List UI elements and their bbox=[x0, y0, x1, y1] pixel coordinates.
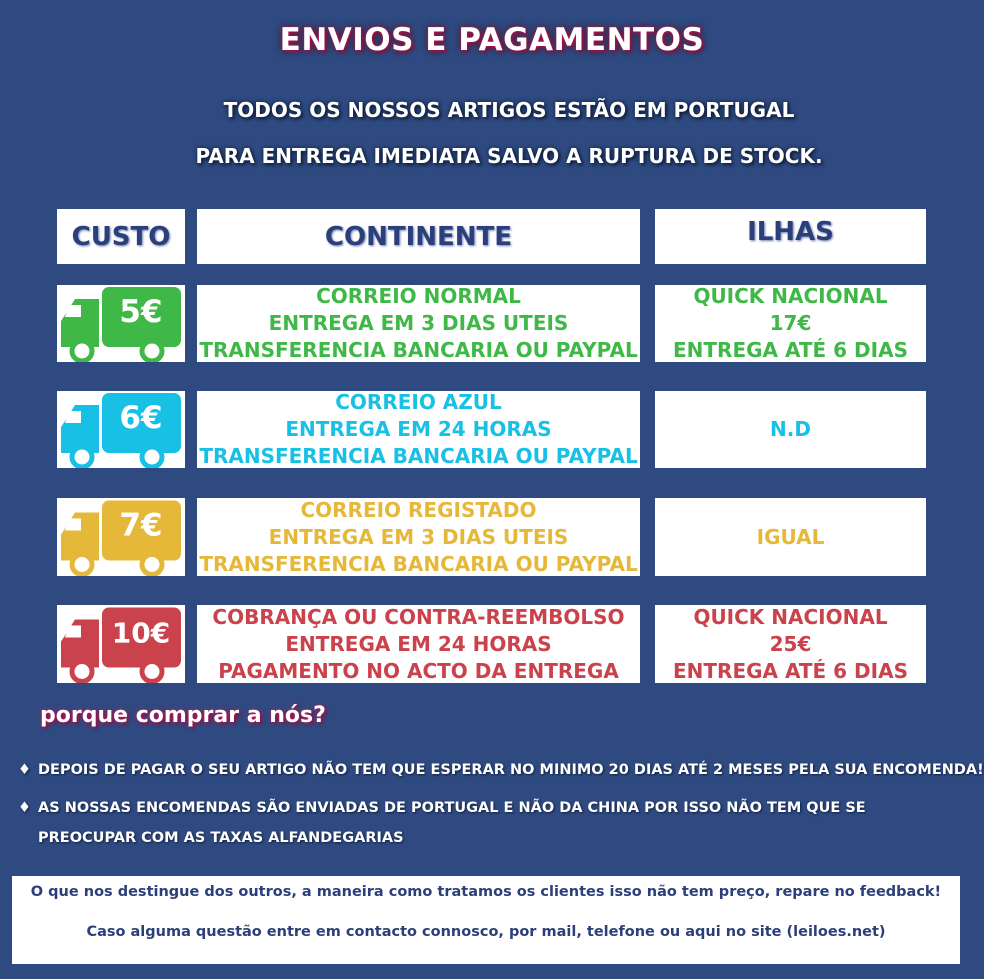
ilhas-line: QUICK NACIONAL bbox=[693, 604, 888, 629]
ilhas-line: QUICK NACIONAL bbox=[693, 284, 888, 308]
truck-icon-red bbox=[57, 605, 185, 683]
footer-line-1: O que nos destingue dos outros, a maneira como tratamos os clientes isso não tem preço, repare no feedback! bbox=[30, 884, 942, 900]
header-continente-label: CONTINENTE bbox=[324, 221, 513, 252]
continente-line: COBRANÇA OU CONTRA-REEMBOLSO bbox=[212, 604, 625, 629]
bullet-text-continued: PREOCUPAR COM AS TAXAS ALFANDEGARIAS bbox=[38, 830, 404, 846]
price-label: 7€ bbox=[119, 507, 163, 544]
truck-icon-green bbox=[57, 285, 185, 362]
truck-icon-yellow bbox=[57, 498, 185, 576]
diamond-icon: ♦ bbox=[18, 800, 31, 816]
continente-line: ENTREGA EM 24 HORAS bbox=[285, 417, 552, 441]
ilhas-line: 17€ bbox=[769, 311, 812, 335]
header-ilhas-label: ILHAS bbox=[747, 217, 834, 247]
ilhas-cell-3 bbox=[655, 498, 926, 576]
continente-line: PAGAMENTO NO ACTO DA ENTREGA bbox=[218, 658, 619, 683]
page-title: ENVIOS E PAGAMENTOS bbox=[279, 22, 705, 58]
footer-box bbox=[12, 876, 960, 964]
ilhas-line: N.D bbox=[770, 417, 811, 441]
continente-line: TRANSFERENCIA BANCARIA OU PAYPAL bbox=[199, 338, 638, 362]
continente-line: ENTREGA EM 24 HORAS bbox=[285, 631, 552, 656]
continente-line: ENTREGA EM 3 DIAS UTEIS bbox=[268, 524, 569, 549]
ilhas-cell-4 bbox=[655, 605, 926, 683]
header-ilhas bbox=[655, 209, 926, 264]
bullet-text: DEPOIS DE PAGAR O SEU ARTIGO NÃO TEM QUE ESPERAR NO MINIMO 20 DIAS ATÉ 2 MESES PELA SUA ENCOMENDA! bbox=[38, 762, 984, 778]
price-label: 10€ bbox=[111, 616, 171, 650]
why-heading: porque comprar a nós? bbox=[40, 703, 326, 728]
subtitle-line-1: TODOS OS NOSSOS ARTIGOS ESTÃO EM PORTUGAL bbox=[223, 98, 795, 122]
diamond-icon: ♦ bbox=[18, 762, 31, 778]
subtitle-line-2: PARA ENTREGA IMEDIATA SALVO A RUPTURA DE STOCK. bbox=[195, 144, 823, 168]
continente-line: CORREIO REGISTADO bbox=[300, 497, 537, 522]
ilhas-line: 25€ bbox=[769, 631, 812, 656]
continente-cell-1 bbox=[197, 285, 640, 362]
why-bullet-1 bbox=[18, 755, 984, 785]
why-bullet-2 bbox=[18, 793, 866, 853]
continente-cell-2 bbox=[197, 391, 640, 468]
continente-line: CORREIO NORMAL bbox=[316, 284, 521, 308]
price-label: 5€ bbox=[119, 294, 163, 330]
price-label: 6€ bbox=[119, 400, 163, 436]
ilhas-line: ENTREGA ATÉ 6 DIAS bbox=[673, 658, 908, 683]
bullet-text: AS NOSSAS ENCOMENDAS SÃO ENVIADAS DE PORTUGAL E NÃO DA CHINA POR ISSO NÃO TEM QUE SE bbox=[38, 800, 866, 816]
continente-line: CORREIO AZUL bbox=[335, 390, 502, 414]
continente-line: ENTREGA EM 3 DIAS UTEIS bbox=[268, 311, 569, 335]
truck-icon-blue bbox=[57, 391, 185, 468]
continente-cell-4 bbox=[197, 605, 640, 683]
ilhas-line: IGUAL bbox=[756, 524, 825, 549]
header-custo bbox=[57, 209, 185, 264]
ilhas-cell-2 bbox=[655, 391, 926, 468]
footer-line-2: Caso alguma questão entre em contacto connosco, por mail, telefone ou aqui no site (leiloes.net) bbox=[86, 924, 886, 940]
continente-line: TRANSFERENCIA BANCARIA OU PAYPAL bbox=[199, 444, 638, 468]
continente-line: TRANSFERENCIA BANCARIA OU PAYPAL bbox=[199, 551, 638, 576]
continente-cell-3 bbox=[197, 498, 640, 576]
ilhas-line: ENTREGA ATÉ 6 DIAS bbox=[673, 338, 908, 362]
ilhas-cell-1 bbox=[655, 285, 926, 362]
header-custo-label: CUSTO bbox=[71, 221, 171, 252]
header-continente bbox=[197, 209, 640, 264]
